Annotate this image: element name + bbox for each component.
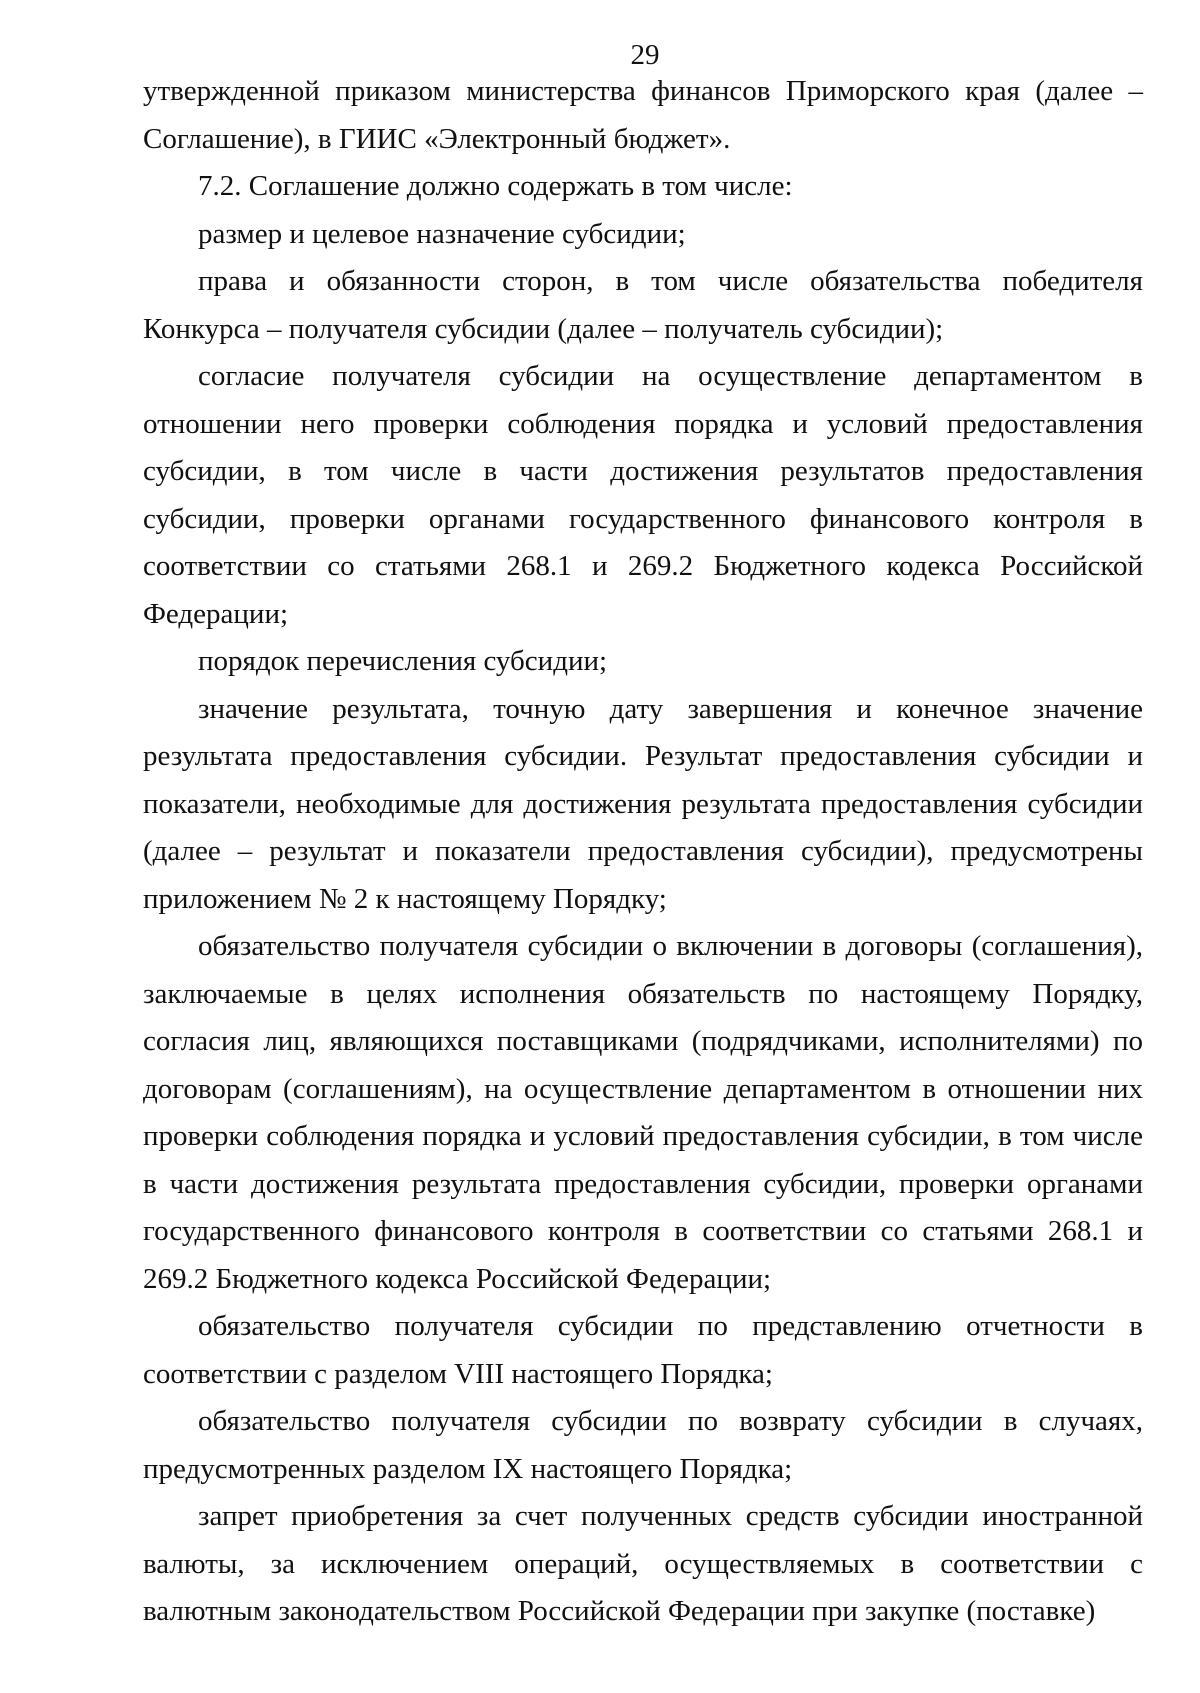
paragraph-subsidy-size: размер и целевое назначение субсидии; [198, 217, 686, 250]
paragraph-reporting: обязательство получателя субсидии по представлению отчетности в соответствии с разделом VIII настоящего Порядка; [143, 1310, 1143, 1390]
document-body [143, 68, 1143, 1636]
paragraph-contract-consent: обязательство получателя субсидии о включении в договоры (соглашения), заключаемые в целях исполнения обязательств по настоящему Порядку, согласия лиц, являющихся поставщиками (подрядчиками, исполнителями) по договорам (соглашениям), на осуществление департаментом в отношении них проверки соблюдения порядка и условий предоставления субсидии, в том числе в части достижения результата предоставления субсидии, проверки органами государственного финансового контроля в соответствии со статьями 268.1 и 269.2 Бюджетного кодекса Российской Федерации; [143, 930, 1143, 1295]
paragraph-rights-obligations: права и обязанности сторон, в том числе обязательства победителя Конкурса – получателя субсидии (далее – получатель субсидии); [143, 265, 1143, 345]
paragraph-continuation: утвержденной приказом министерства финансов Приморского края (далее – Соглашение), в ГИИС «Электронный бюджет». [143, 75, 1143, 155]
paragraph-currency-ban: запрет приобретения за счет полученных средств субсидии иностранной валюты, за исключением операций, осуществляемых в соответствии с валютным законодательством Российской Федерации при закупке (поставке) [143, 1500, 1143, 1627]
page-number: 29 [630, 39, 660, 71]
paragraph-refund: обязательство получателя субсидии по возврату субсидии в случаях, предусмотренных разделом IX настоящего Порядка; [143, 1405, 1143, 1485]
paragraph-section-7-2: 7.2. Соглашение должно содержать в том числе: [198, 170, 793, 202]
paragraph-result-value: значение результата, точную дату завершения и конечное значение результата предоставления субсидии. Результат предоставления субсидии и показатели, необходимые для достижения результата предоставления субсидии (далее – результат и показатели предоставления субсидии), предусмотрены приложением № 2 к настоящему Порядку; [143, 692, 1143, 915]
paragraph-consent-inspection: согласие получателя субсидии на осуществление департаментом в отношении него проверки соблюдения порядка и условий предоставления субсидии, в том числе в части достижения результатов предоставления субсидии, проверки органами государственного финансового контроля в соответствии со статьями 268.1 и 269.2 Бюджетного кодекса Российской Федерации; [143, 360, 1143, 630]
paragraph-transfer-procedure: порядок перечисления субсидии; [198, 645, 608, 677]
